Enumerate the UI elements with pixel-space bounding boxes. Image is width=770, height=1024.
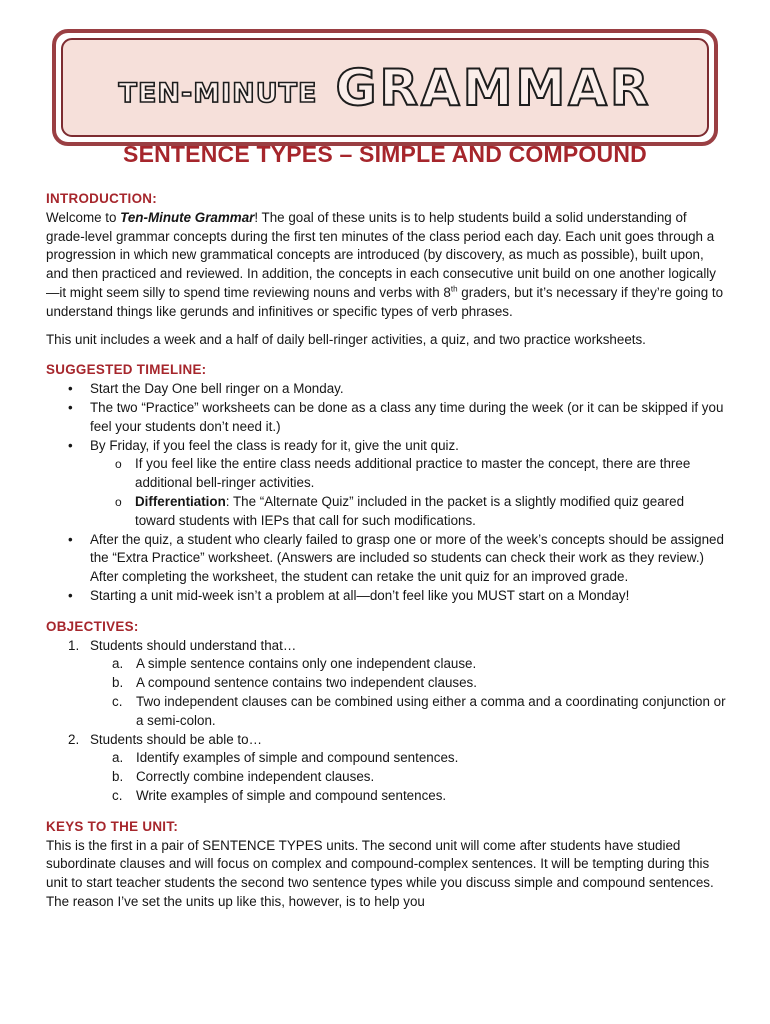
list-item-text: Start the Day One bell ringer on a Monday.	[90, 381, 344, 397]
list-letter: c.	[112, 693, 123, 709]
objective-item	[46, 637, 726, 731]
banner-panel	[61, 38, 709, 137]
intro-text-a: Welcome to	[46, 209, 121, 225]
page-title: SENTENCE TYPES – SIMPLE AND COMPOUND	[123, 141, 647, 167]
sub-list-item-text: If you feel like the entire class needs additional practice to master the concept, there are three additional bell-ringer activities.	[135, 456, 691, 491]
objective-item	[46, 731, 726, 806]
list-letter: b.	[112, 769, 124, 785]
objective-sublist	[90, 749, 726, 805]
objective-subitem	[90, 749, 726, 768]
list-item	[46, 399, 726, 437]
objective-subitem-text: Write examples of simple and compound sentences.	[136, 787, 447, 803]
objective-text: Students should be able to…	[90, 731, 262, 747]
intro-emphasis: Ten-Minute Grammar	[120, 209, 255, 225]
objective-subitem-text: Two independent clauses can be combined using either a comma and a coordinating conjunction or a semi-colon.	[136, 693, 726, 728]
intro-text-c: graders, but it’s necessary if they’re going to understand things like gerunds and infinitives or specific types of verb phrases.	[46, 284, 724, 319]
objective-subitem	[90, 768, 726, 787]
banner-logo-big: GRAMMAR	[335, 58, 652, 117]
sub-list-item	[90, 493, 726, 531]
title-banner	[52, 29, 718, 146]
intro-superscript: th	[450, 284, 458, 294]
objective-text: Students should understand that…	[90, 637, 297, 653]
list-item-text: Starting a unit mid-week isn’t a problem at all—don’t feel like you MUST start on a Monday!	[90, 587, 630, 603]
list-letter: b.	[112, 675, 124, 691]
objectives-list	[46, 637, 726, 806]
list-item	[46, 437, 726, 531]
objectives-heading: OBJECTIVES:	[46, 618, 139, 634]
objective-subitem-text: A compound sentence contains two independent clauses.	[136, 675, 477, 691]
objective-subitem	[90, 655, 726, 674]
timeline-heading: SUGGESTED TIMELINE:	[46, 362, 207, 378]
list-letter: c.	[112, 787, 123, 803]
list-item-text: After the quiz, a student who clearly failed to grasp one or more of the week’s concepts should be assigned the “Extra Practice” worksheet. (Answers are included so students can check their work as they review.) After completing the worksheet, the student can retake the unit quiz for an improved grade.	[90, 531, 724, 585]
objective-subitem	[90, 693, 726, 731]
list-item	[46, 380, 726, 399]
timeline-sublist	[90, 455, 726, 530]
objective-subitem-text: Identify examples of simple and compound sentences.	[136, 750, 459, 766]
objective-subitem	[90, 674, 726, 693]
keys-heading: KEYS TO THE UNIT:	[46, 818, 179, 834]
intro-paragraph	[46, 209, 726, 322]
list-item	[46, 531, 726, 587]
intro-paragraph-2: This unit includes a week and a half of daily bell-ringer activities, a quiz, and two practice worksheets.	[46, 331, 646, 347]
objective-subitem-text: A simple sentence contains only one independent clause.	[136, 656, 477, 672]
list-letter: a.	[112, 656, 124, 672]
banner-logo-small: TEN-MINUTE	[118, 78, 318, 109]
differentiation-label: Differentiation	[135, 493, 226, 509]
list-number: 2.	[68, 731, 80, 747]
objective-sublist	[90, 655, 726, 730]
objective-subitem	[90, 787, 726, 806]
timeline-list	[46, 380, 726, 606]
list-letter: a.	[112, 750, 124, 766]
list-item-text: The two “Practice” worksheets can be done as a class any time during the week (or it can be skipped if you feel your students don’t need it.)	[90, 399, 724, 434]
intro-text-b: ! The goal of these units is to help students build a solid understanding of grade-level grammar concepts during the first ten minutes of the class period each day. Each unit goes through a progression in which new grammatical concepts are introduced (by discovery, as much as possible), built upon, and then practiced and reviewed. In addition, the concepts in each consecutive unit build on one another logically—it might seem silly to spend time reviewing nouns and verbs with 8	[46, 209, 716, 300]
sub-list-item	[90, 455, 726, 493]
list-item-text: By Friday, if you feel the class is ready for it, give the unit quiz.	[90, 437, 459, 453]
document-body	[46, 190, 726, 912]
sub-list-item-text: : The “Alternate Quiz” included in the packet is a slightly modified quiz geared toward students with IEPs that call for such modifications.	[135, 493, 685, 528]
objective-subitem-text: Correctly combine independent clauses.	[136, 769, 375, 785]
list-number: 1.	[68, 637, 80, 653]
intro-heading: INTRODUCTION:	[46, 191, 158, 206]
keys-paragraph: This is the first in a pair of SENTENCE TYPES units. The second unit will come after students have studied subordinate clauses and will focus on complex and compound-complex sentences. It will be tempting during this unit to start teacher students the second two sentence types while you discuss simple and compound sentences. The reason I’ve set the units up like this, however, is to help you	[46, 837, 714, 909]
list-item	[46, 587, 726, 606]
